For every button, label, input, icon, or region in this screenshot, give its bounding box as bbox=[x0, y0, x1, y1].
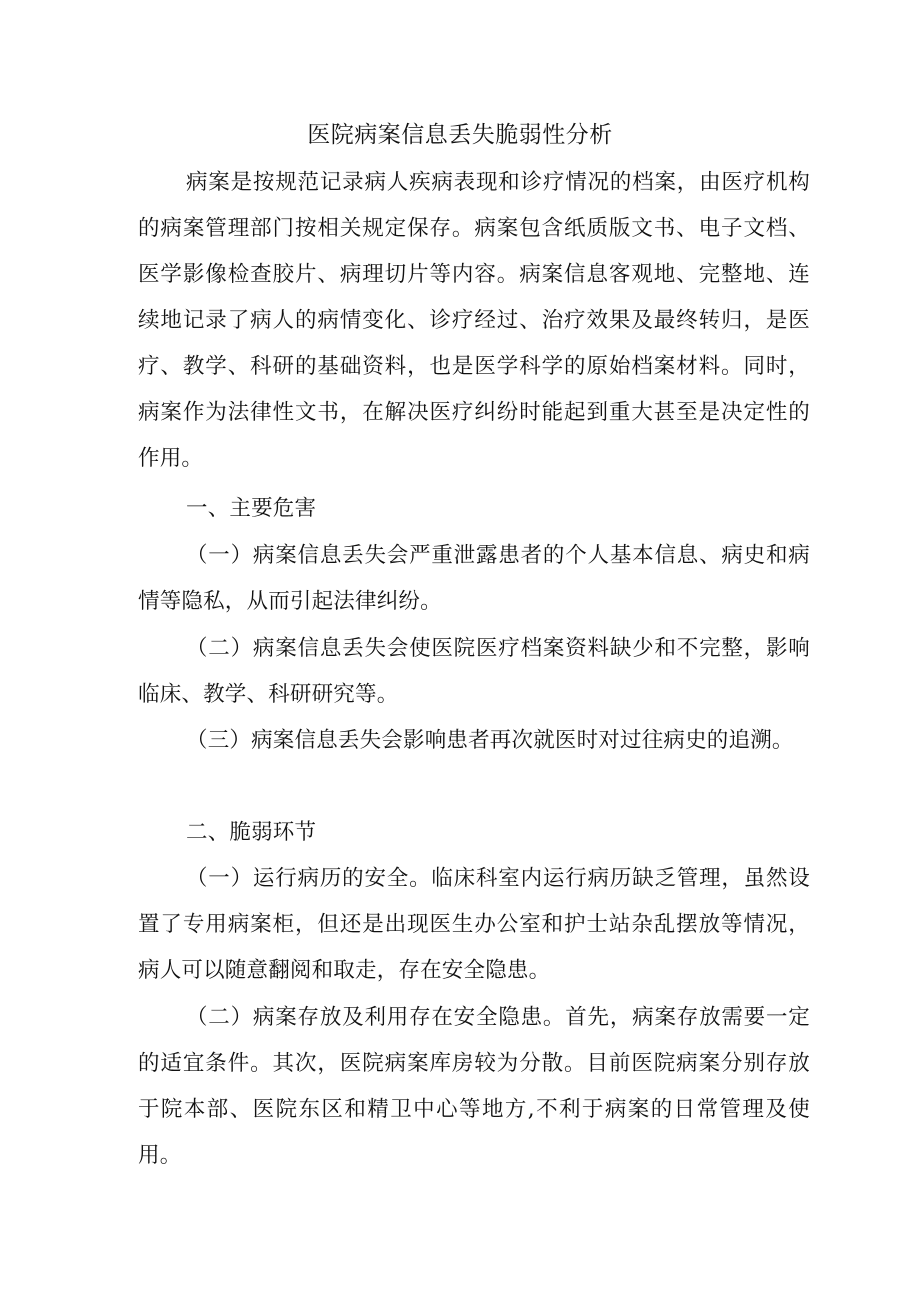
section-heading-weak-links: 二、脆弱环节 bbox=[186, 820, 317, 845]
hazard-item-1: （一）病案信息丢失会严重泄露患者的个人基本信息、病史和病情等隐私，从而引起法律纠纷。 bbox=[138, 543, 810, 614]
weak-link-item-2: （二）病案存放及利用存在安全隐患。首先，病案存放需要一定的适宜条件。其次，医院病案库房较为分散。目前医院病案分别存放于院本部、医院东区和精卫中心等地方,不利于病案的日常管理及使用。 bbox=[138, 1005, 810, 1168]
hazard-item-2: （二）病案信息丢失会使医院医疗档案资料缺少和不完整，影响临床、教学、科研研究等。 bbox=[138, 636, 810, 707]
weak-link-item-1: （一）运行病历的安全。临床科室内运行病历缺乏管理，虽然设置了专用病案柜，但还是出现医生办公室和护士站杂乱摆放等情况，病人可以随意翻阅和取走，存在安全隐患。 bbox=[138, 866, 810, 983]
document-title: 医院病案信息丢失脆弱性分析 bbox=[307, 122, 613, 148]
hazard-item-3: （三）病案信息丢失会影响患者再次就医时对过往病史的追溯。 bbox=[186, 728, 794, 753]
intro-paragraph: 病案是按规范记录病人疾病表现和诊疗情况的档案，由医疗机构的病案管理部门按相关规定保存。病案包含纸质版文书、电子文档、医学影像检查胶片、病理切片等内容。病案信息客观地、完整地、连续地记录了病人的病情变化、诊疗经过、治疗效果及最终转归，是医疗、教学、科研的基础资料，也是医学科学的原始档案材料。同时，病案作为法律性文书，在解决医疗纠纷时能起到重大甚至是决定性的作用。 bbox=[138, 170, 810, 471]
section-heading-main-hazards: 一、主要危害 bbox=[186, 496, 317, 521]
